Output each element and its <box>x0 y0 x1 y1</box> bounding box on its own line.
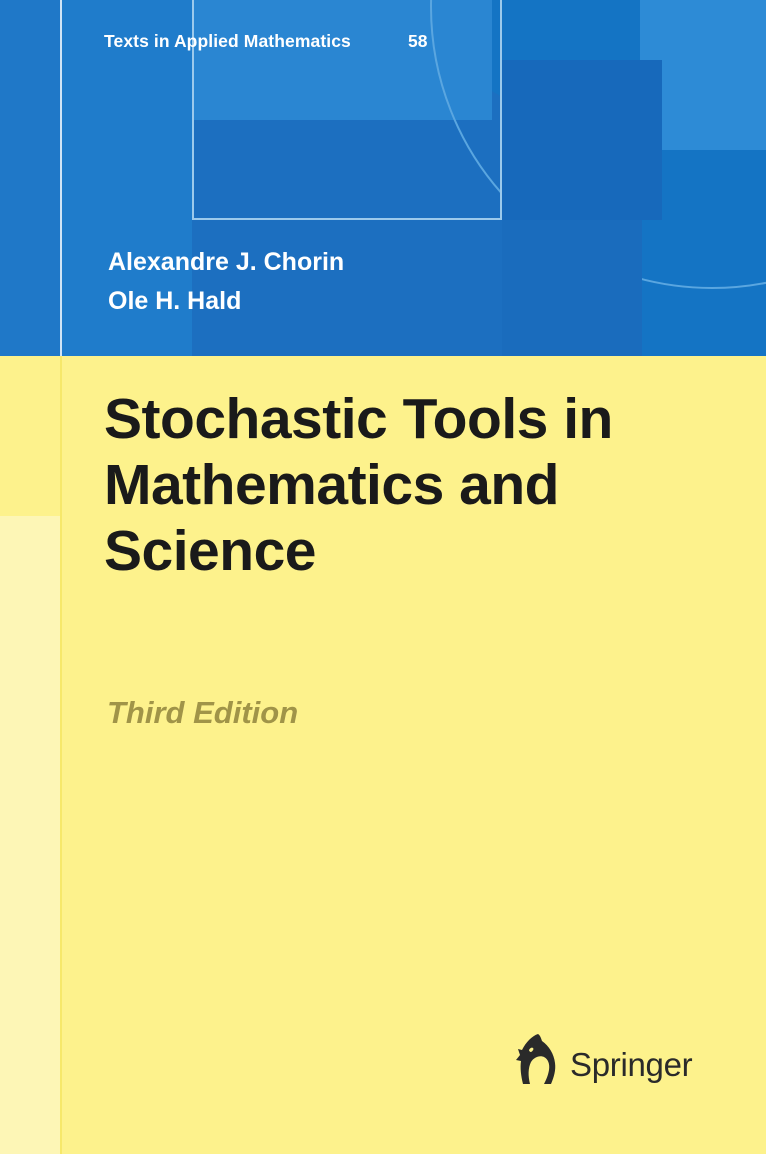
book-title-line-1: Stochastic Tools in <box>104 387 613 451</box>
body-left-strip-lower <box>0 516 60 1154</box>
series-title: Texts in Applied Mathematics <box>104 31 351 51</box>
book-title-line-3: Science <box>104 519 316 583</box>
author-list <box>108 243 344 321</box>
series-banner <box>0 0 766 62</box>
book-title-line-2: Mathematics and <box>104 453 559 517</box>
edition-label: Third Edition <box>107 695 299 730</box>
decorative-horizontal-rule <box>192 218 502 220</box>
author-name-1: Alexandre J. Chorin <box>108 248 345 276</box>
body-divider-line <box>60 356 62 1154</box>
series-volume-number: 58 <box>408 31 428 51</box>
decorative-rect-right <box>502 60 662 220</box>
springer-knight-icon <box>508 1030 564 1090</box>
decorative-rect-lower-right <box>502 220 642 356</box>
publisher-name: Springer <box>570 1046 693 1083</box>
book-title <box>104 386 704 584</box>
publisher-logo <box>508 1028 708 1094</box>
body-left-strip-upper <box>0 356 60 516</box>
author-name-2: Ole H. Hald <box>108 287 242 315</box>
